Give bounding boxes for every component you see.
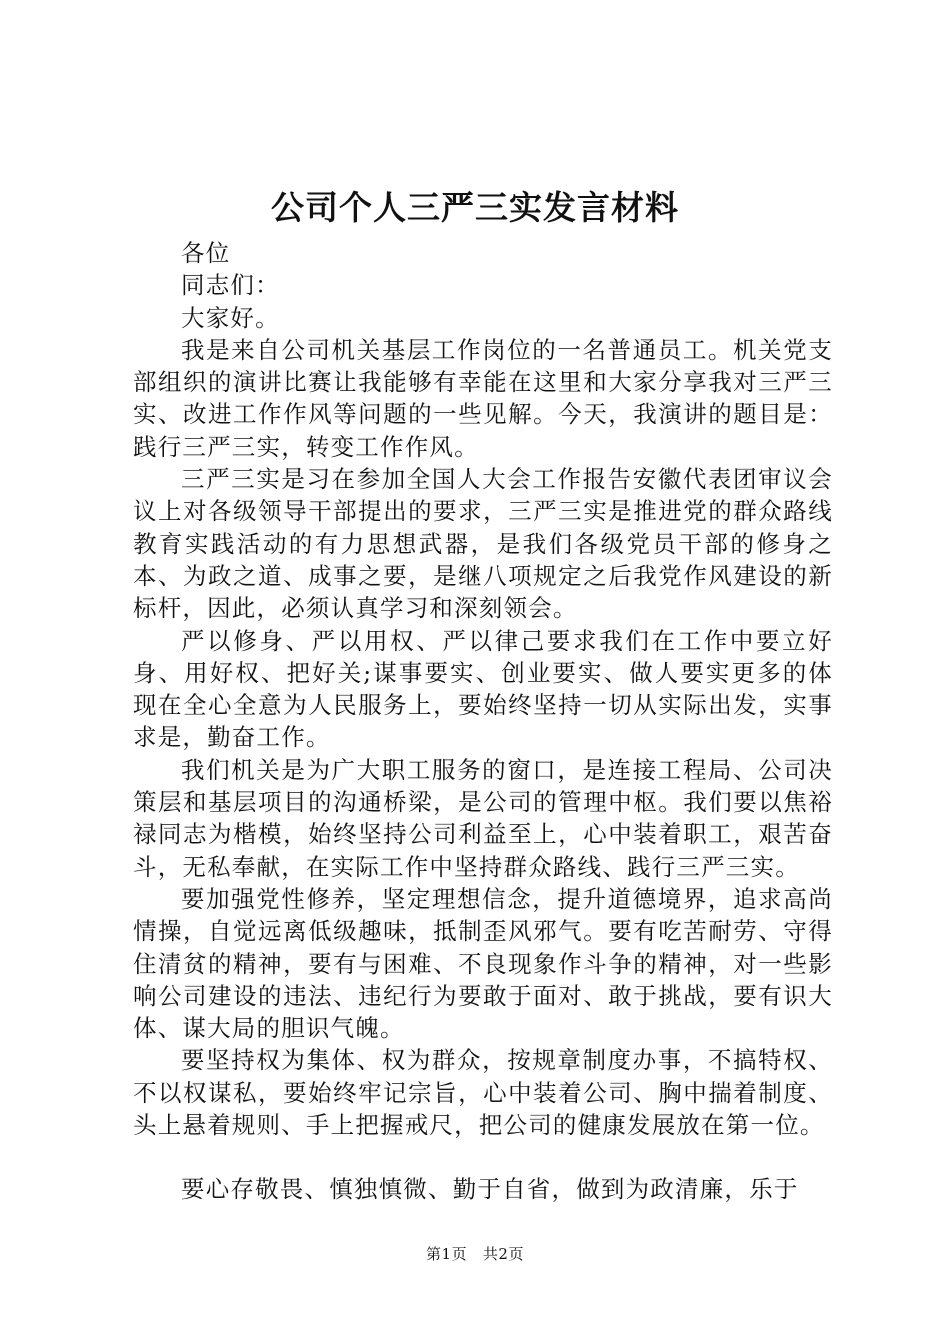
greeting-line: 大家好。	[181, 303, 280, 332]
paragraph: 要加强党性修养，坚定理想信念，提升道德境界，追求高尚情操，自觉远离低级趣味，抵制歪风邪气。要有吃苦耐劳、守得住清贫的精神，要有与困难、不良现象作斗争的精神，对一些影响公司建设的违法、违纪行为要敢于面对、敢于挑战，要有识大体、谋大局的胆识气魄。	[133, 884, 833, 1043]
salutation-line-2: 同志们：	[181, 271, 280, 300]
page-number: 第1页	[426, 1245, 468, 1263]
document-title: 公司个人三严三实发言材料	[271, 188, 679, 227]
page-footer	[0, 1244, 950, 1264]
page-total: 共2页	[482, 1245, 524, 1263]
document-body	[133, 237, 833, 1206]
paragraph: 我是来自公司机关基层工作岗位的一名普通员工。机关党支部组织的演讲比赛让我能够有幸能在这里和大家分享我对三严三实、改进工作作风等问题的一些见解。今天，我演讲的题目是：践行三严三实，转变工作作风。	[133, 335, 833, 461]
paragraph: 要心存敬畏、慎独慎微、勤于自省，做到为政清廉，乐于	[181, 1175, 799, 1204]
paragraph: 严以修身、严以用权、严以律己要求我们在工作中要立好身、用好权、把好关;谋事要实、创业要实、做人要实更多的体现在全心全意为人民服务上，要始终坚持一切从实际出发，实事求是，勤奋工作。	[133, 626, 833, 752]
salutation-line-1: 各位	[181, 239, 231, 267]
footer-separator	[472, 1245, 477, 1263]
paragraph: 我们机关是为广大职工服务的窗口，是连接工程局、公司决策层和基层项目的沟通桥梁，是公司的管理中枢。我们要以焦裕禄同志为楷模，始终坚持公司利益至上，心中装着职工，艰苦奋斗，无私奉献，在实际工作中坚持群众路线、践行三严三实。	[133, 755, 833, 881]
paragraph: 三严三实是习在参加全国人大会工作报告安徽代表团审议会议上对各级领导干部提出的要求，三严三实是推进党的群众路线教育实践活动的有力思想武器，是我们各级党员干部的修身之本、为政之道、成事之要，是继八项规定之后我党作风建设的新标杆，因此，必须认真学习和深刻领会。	[133, 465, 833, 623]
paragraph: 要坚持权为集体、权为群众，按规章制度办事，不搞特权、不以权谋私，要始终牢记宗旨，心中装着公司、胸中揣着制度、头上悬着规则、手上把握戒尺，把公司的健康发展放在第一位。	[133, 1046, 833, 1140]
